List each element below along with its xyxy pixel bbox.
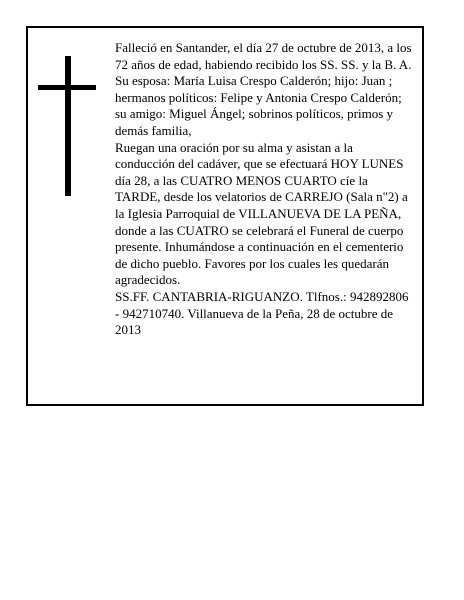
family-list: Su esposa: María Luisa Crespo Calderón; hijo: Juan ; hermanos políticos: Felipe y Antonia Crespo Calderón; su amigo: Miguel Ángel; sobrinos políticos, primos y demás familia,: [115, 73, 402, 138]
cross-horizontal-bar: [38, 85, 96, 90]
obituary-text: [115, 40, 415, 339]
funeral-details: Ruegan una oración por su alma y asistan a la conducción del cadáver, que se efectuará HOY LUNES día 28, a las CUATRO MENOS CUARTO cíe la TARDE, desde los velatorios de CARREJO (Sala n"2) a la Iglesia Parroquial de VILLANUEVA DE LA PEÑA, donde a las CUATRO se celebrará el Funeral de cuerpo presente. Inhumándose a continuación en el cementerio de dicho pueblo. Favores por los cuales les quedarán agradecidos.: [115, 139, 408, 288]
obituary-notice: [26, 26, 424, 406]
cross-vertical-bar: [65, 56, 71, 196]
death-announcement: Falleció en Santander, el día 27 de octubre de 2013, a los 72 años de edad, habiendo recibido los SS. SS. y la B. A.: [115, 40, 412, 72]
funeral-home-contact: SS.FF. CANTABRIA-RIGUANZO. Tlfnos.: 942892806 - 942710740. Villanueva de la Peña, 28 de octubre de 2013: [115, 288, 409, 338]
